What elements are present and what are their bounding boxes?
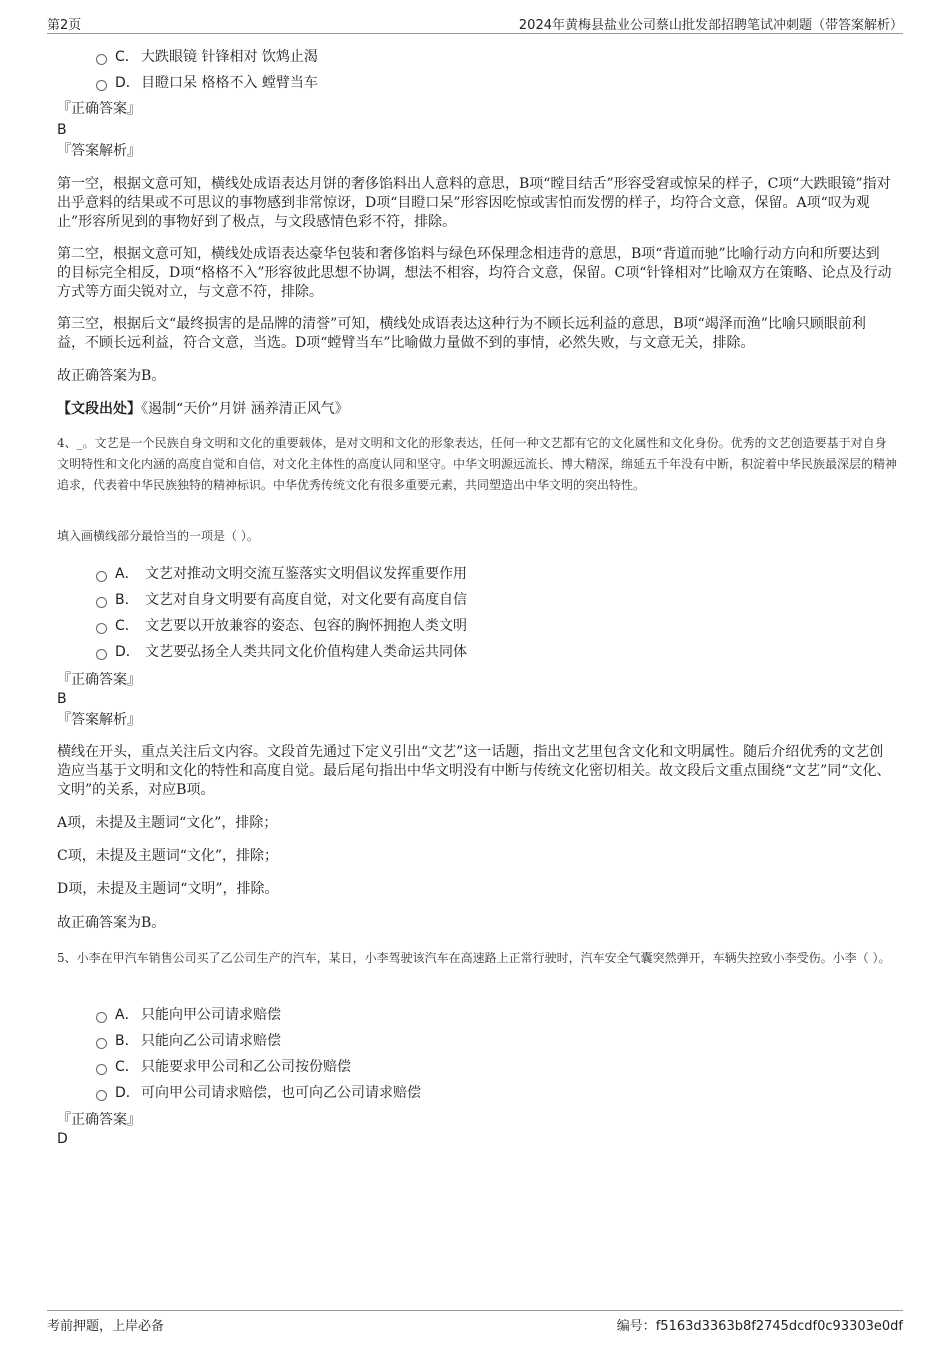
option-text: 大跌眼镜 针锋相对 饮鸩止渴: [141, 49, 318, 65]
option-letter: C．: [115, 49, 139, 65]
option-letter: B.: [115, 1033, 130, 1049]
document-id: 编号：f5163d3363b8f2745dcdf0c93303e0df: [616, 1319, 903, 1334]
q5-answer: D: [57, 1131, 68, 1147]
radio-icon[interactable]: [96, 623, 107, 634]
q3-analysis-paragraph-1: 第一空，根据文意可知，横线处成语表达月饼的奢侈馅料出人意料的意思，B项“瞠目结舌”形容受窘或惊呆的样子，C项“大跌眼镜”指对出乎意料的结果或不可思议的事物感到非常惊讶，D项“目瞪口呆”形容因吃惊或害怕而发愣的样子，均符合文意，保留。A项“叹为观止”形容所见到的事物好到了极点，与文段感情色彩不符，排除。: [57, 176, 891, 230]
option-letter: D．: [115, 75, 140, 91]
option-letter: D．: [115, 1085, 140, 1101]
page-number: 第2页: [47, 18, 82, 33]
document-title: 2024年黄梅县盐业公司蔡山批发部招聘笔试冲刺题（带答案解析）: [518, 18, 903, 33]
header-divider: [47, 33, 903, 34]
option-text: 只能向甲公司请求赔偿: [141, 1007, 281, 1023]
q4-analysis-option-d: D项，未提及主题词“文明”，排除。: [57, 881, 279, 897]
footer-divider: [47, 1310, 903, 1311]
option-letter: C．: [115, 618, 139, 634]
option-letter: B.: [115, 592, 130, 608]
q4-analysis-option-c: C项，未提及主题词“文化”，排除；: [57, 848, 279, 864]
q5-stem: 5、小李在甲汽车销售公司买了乙公司生产的汽车，某日，小李驾驶该汽车在高速路上正常行驶时，汽车安全气囊突然弹开，车辆失控致小李受伤。小李（ ）。: [57, 951, 891, 965]
radio-icon[interactable]: [96, 1038, 107, 1049]
radio-icon[interactable]: [96, 54, 107, 65]
q4-analysis-option-a: A项，未提及主题词“文化”，排除；: [57, 815, 278, 831]
q4-answer: B: [57, 691, 67, 707]
q4-answer-label: 『正确答案』: [57, 672, 141, 688]
source-title: 《遏制“天价”月饼 涵养清正风气》: [141, 401, 349, 417]
radio-icon[interactable]: [96, 571, 107, 582]
footer-slogan: 考前押题，上岸必备: [47, 1319, 165, 1334]
radio-icon[interactable]: [96, 597, 107, 608]
option-text: 文艺对自身文明要有高度自觉，对文化要有高度自信: [145, 592, 467, 608]
page-header: [47, 14, 903, 34]
q3-answer-label: 『正确答案』: [57, 101, 141, 117]
q3-analysis-label: 『答案解析』: [57, 143, 141, 159]
option-text: 文艺要弘扬全人类共同文化价值构建人类命运共同体: [145, 644, 467, 660]
page-footer: [47, 1315, 903, 1335]
option-text: 可向甲公司请求赔偿，也可向乙公司请求赔偿: [141, 1085, 421, 1101]
q3-analysis-conclusion: 故正确答案为B。: [57, 368, 166, 384]
q4-option-b[interactable]: [96, 590, 467, 610]
option-text: 文艺对推动文明交流互鉴落实文明倡议发挥重要作用: [145, 566, 467, 582]
q4-analysis-paragraph-1: 横线在开头，重点关注后文内容。文段首先通过下定义引出“文艺”这一话题，指出文艺里包含文化和文明属性。随后介绍优秀的文艺创造应当基于文明和文化的特性和高度自觉。最后尾句指出中华文明没有中断与传统文化密切相关。故文段后文重点围绕“文艺”同“文化、文明”的关系，对应B项。: [57, 744, 891, 798]
q5-option-a[interactable]: [96, 1005, 281, 1025]
option-letter: D．: [115, 644, 140, 660]
option-text: 只能要求甲公司和乙公司按份赔偿: [141, 1059, 351, 1075]
q3-analysis-paragraph-2: 第二空，根据文意可知，横线处成语表达豪华包装和奢侈馅料与绿色环保理念相违背的意思，B项“背道而驰”比喻行动方向和所要达到的目标完全相反，D项“格格不入”形容彼此思想不协调，想法不相容，均符合文意，保留。C项“针锋相对”比喻双方在策略、论点及行动方式等方面尖锐对立，与文意不符，排除。: [57, 246, 892, 300]
radio-icon[interactable]: [96, 1090, 107, 1101]
q4-option-a[interactable]: [96, 564, 467, 584]
radio-icon[interactable]: [96, 1012, 107, 1023]
q4-stem: 4、_。文艺是一个民族自身文明和文化的重要载体，是对文明和文化的形象表达，任何一种文艺都有它的文化属性和文化身份。优秀的文艺创造要基于对自身文明特性和文化内涵的高度自觉和自信，对文化主体性的高度认同和坚守。中华文明源远流长、博大精深，绵延五千年没有中断，积淀着中华民族最深层的精神追求，代表着中华民族独特的精神标识。中华优秀传统文化有很多重要元素，共同塑造出中华文明的突出特性。: [57, 436, 898, 492]
option-letter: A．: [115, 1007, 139, 1023]
q3-analysis-paragraph-3: 第三空，根据后文“最终损害的是品牌的清誉”可知，横线处成语表达这种行为不顾长远利益的意思，B项“竭泽而渔”比喻只顾眼前利益，不顾长远利益，符合文意，当选。D项“螳臂当车”比喻做力量做不到的事情，必然失败，与文意无关，排除。: [57, 316, 866, 351]
option-letter: A．: [115, 566, 139, 582]
option-letter: C．: [115, 1059, 139, 1075]
q3-answer: B: [57, 122, 67, 138]
radio-icon[interactable]: [96, 649, 107, 660]
option-text: 文艺要以开放兼容的姿态、包容的胸怀拥抱人类文明: [145, 618, 467, 634]
option-text: 只能向乙公司请求赔偿: [141, 1033, 281, 1049]
q5-option-c[interactable]: [96, 1057, 351, 1077]
radio-icon[interactable]: [96, 1064, 107, 1075]
q5-option-d[interactable]: [96, 1083, 421, 1103]
option-text: 目瞪口呆 格格不入 螳臂当车: [141, 75, 318, 91]
q4-analysis-label: 『答案解析』: [57, 712, 141, 728]
source-label: 【文段出处】: [57, 401, 141, 417]
q3-option-c[interactable]: [96, 47, 318, 67]
radio-icon[interactable]: [96, 80, 107, 91]
q5-option-b[interactable]: [96, 1031, 281, 1051]
q4-option-c[interactable]: [96, 616, 467, 636]
q4-prompt: 填入画横线部分最恰当的一项是（ ）。: [57, 529, 259, 543]
q5-answer-label: 『正确答案』: [57, 1112, 141, 1128]
q4-option-d[interactable]: [96, 642, 467, 662]
q3-option-d[interactable]: [96, 73, 318, 93]
q3-source: [57, 399, 349, 419]
q4-analysis-conclusion: 故正确答案为B。: [57, 915, 166, 931]
